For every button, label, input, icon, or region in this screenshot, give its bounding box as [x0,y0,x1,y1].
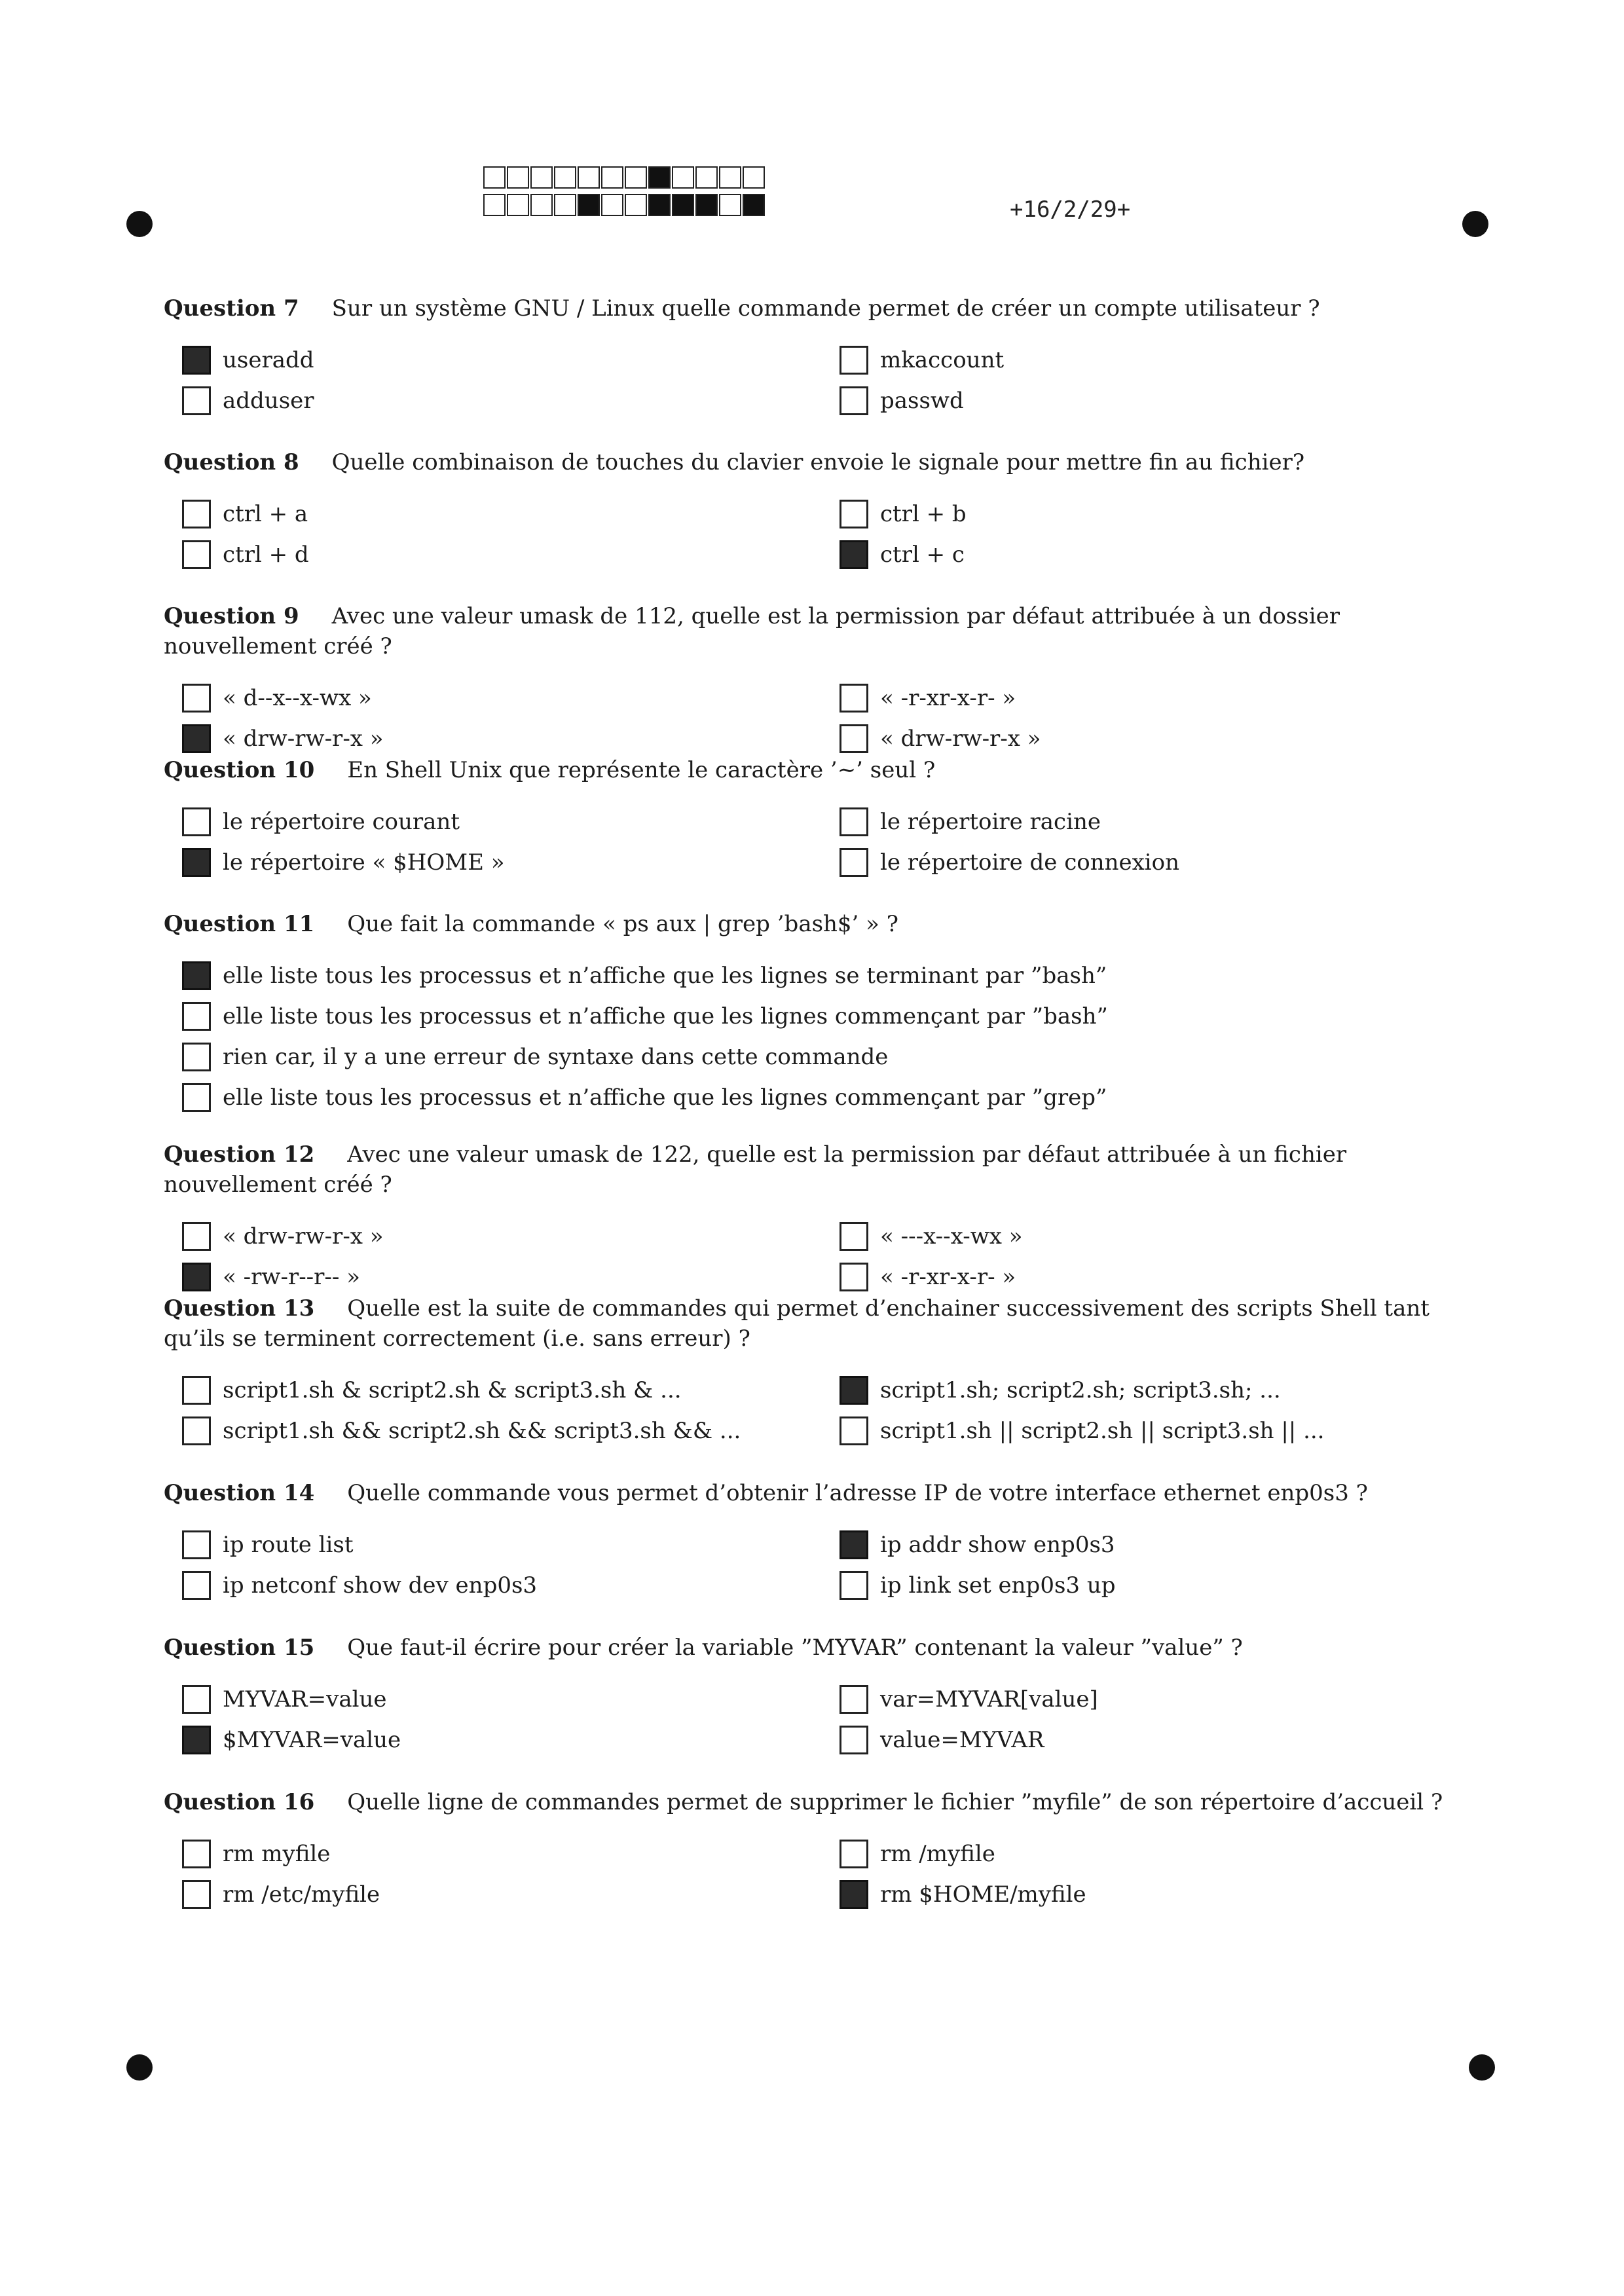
answer-checkbox[interactable] [182,1416,211,1445]
answer-checkbox[interactable] [840,684,868,713]
question-text: En Shell Unix que représente le caractère ’∼’ seul ? [347,757,936,783]
answer-option[interactable] [821,497,1463,531]
answer-options [164,1373,1467,1448]
answer-option[interactable] [164,1682,821,1716]
id-code-cell [625,194,647,216]
question-header [164,1478,1467,1508]
answer-option-label: « drw-rw-r-x » [880,726,1041,752]
question-text: Avec une valeur umask de 122, quelle est la permission par défaut attribuée à un fichier nouvellement créé ? [164,1141,1347,1198]
answer-option[interactable] [821,1878,1463,1912]
question-header [164,293,1467,324]
id-code-cell [672,166,694,189]
answer-option[interactable] [821,538,1463,572]
question-text: Que fait la commande « ps aux | grep ’bash$’ » ? [347,911,899,937]
question-text: Quelle est la suite de commandes qui permet d’enchainer successivement des scripts Shell tant qu’ils se terminent correctement (i.e. sans erreur) ? [164,1295,1430,1352]
id-code-cell [483,166,506,189]
answer-option-label: le répertoire « $HOME » [223,849,505,876]
answer-option-label: script1.sh && script2.sh && script3.sh && ... [223,1418,741,1444]
id-code-cell [554,166,576,189]
id-code-cell [554,194,576,216]
answer-option[interactable] [821,384,1463,418]
answer-checkbox[interactable] [840,1263,868,1291]
answer-option[interactable] [164,1414,821,1448]
answer-checkbox[interactable] [840,1376,868,1405]
answer-checkbox[interactable] [840,1840,868,1868]
answer-option-label: MYVAR=value [223,1686,387,1713]
answer-checkbox[interactable] [840,1530,868,1559]
id-code-cell [648,194,671,216]
id-code-row [483,166,766,190]
answer-option[interactable] [164,1373,821,1407]
answer-checkbox[interactable] [182,807,211,836]
answer-checkbox[interactable] [182,1880,211,1909]
answer-checkbox[interactable] [182,724,211,753]
question-text: Que faut-il écrire pour créer la variable ”MYVAR” contenant la valeur ”value” ? [347,1635,1243,1661]
answer-options [164,959,1467,1115]
answer-option-label: le répertoire racine [880,809,1101,835]
answer-options [164,497,1467,572]
answer-checkbox[interactable] [182,346,211,375]
answer-checkbox[interactable] [182,848,211,877]
answer-option[interactable] [821,343,1463,377]
answer-options [164,1682,1467,1757]
answer-option[interactable] [164,845,821,880]
id-code-cell [578,194,600,216]
answer-option-label: script1.sh & script2.sh & script3.sh & ... [223,1377,682,1403]
answer-option[interactable] [821,1528,1463,1562]
answer-option-label: ip route list [223,1532,354,1558]
answer-option[interactable] [164,1528,821,1562]
answer-option-label: value=MYVAR [880,1727,1044,1753]
question-header [164,755,1467,785]
question-label: Question 11 [164,911,315,937]
question-label: Question 15 [164,1635,315,1661]
answer-option-label: script1.sh; script2.sh; script3.sh; ... [880,1377,1281,1403]
answer-option[interactable] [164,1837,821,1871]
answer-option[interactable] [164,1260,821,1294]
answer-option[interactable] [164,1040,1467,1074]
id-code-cell [743,194,765,216]
answer-option[interactable] [164,384,821,418]
answer-checkbox[interactable] [182,1376,211,1405]
answer-options [164,805,1467,880]
answer-option-label: « -r-xr-x-r- » [880,1264,1016,1290]
answer-option[interactable] [821,1260,1463,1294]
answer-option[interactable] [164,722,821,756]
question-14 [164,1478,1467,1602]
question-15 [164,1633,1467,1757]
question-7 [164,293,1467,418]
answer-options [164,1219,1467,1294]
answer-option-label: script1.sh || script2.sh || script3.sh || ... [880,1418,1325,1444]
answer-checkbox[interactable] [182,1263,211,1291]
question-12 [164,1139,1467,1294]
answer-option[interactable] [164,497,821,531]
answer-option-label: var=MYVAR[value] [880,1686,1098,1713]
question-label: Question 13 [164,1295,315,1322]
registration-dot-bottom-right [1469,2054,1495,2081]
question-header [164,1139,1467,1200]
answer-option-label: adduser [223,388,314,414]
answer-option[interactable] [821,681,1463,715]
question-header [164,1293,1467,1354]
question-header [164,447,1467,477]
answer-checkbox[interactable] [840,848,868,877]
answer-option-label: ctrl + d [223,542,309,568]
answer-checkbox[interactable] [840,1416,868,1445]
answer-option-label: ctrl + b [880,501,967,527]
id-code-cell [695,166,718,189]
id-code-cell [507,166,529,189]
registration-dot-bottom-left [126,2054,153,2081]
answer-checkbox[interactable] [182,1530,211,1559]
page-id-label: +16/2/29+ [1010,196,1131,223]
answer-checkbox[interactable] [182,1685,211,1714]
answer-option-label: ctrl + a [223,501,308,527]
answer-checkbox[interactable] [182,386,211,415]
answer-checkbox[interactable] [182,1043,211,1071]
question-text: Quelle commande vous permet d’obtenir l’adresse IP de votre interface ethernet enp0s3 ? [347,1480,1368,1506]
answer-option[interactable] [164,1219,821,1253]
id-code-cell [648,166,671,189]
answer-option[interactable] [821,1682,1463,1716]
answer-checkbox[interactable] [182,500,211,528]
answer-option[interactable] [164,681,821,715]
answer-checkbox[interactable] [182,1083,211,1112]
question-text: Quelle combinaison de touches du clavier envoie le signale pour mettre fin au fichier? [331,449,1305,475]
question-label: Question 9 [164,603,299,629]
question-8 [164,447,1467,572]
id-code-cell [672,194,694,216]
question-label: Question 10 [164,757,315,783]
question-label: Question 16 [164,1789,315,1815]
answer-option[interactable] [821,722,1463,756]
answer-option-label: rm $HOME/myfile [880,1881,1086,1908]
question-16 [164,1787,1467,1912]
answer-checkbox[interactable] [182,1571,211,1600]
question-label: Question 12 [164,1141,315,1168]
answer-option[interactable] [821,845,1463,880]
question-11 [164,909,1467,1115]
answer-option-label: « -r-xr-x-r- » [880,685,1016,711]
answer-checkbox[interactable] [840,1222,868,1251]
answer-option[interactable] [821,805,1463,839]
id-code-cell [625,166,647,189]
answer-option[interactable] [821,1837,1463,1871]
answer-checkbox[interactable] [840,1726,868,1754]
answer-options [164,1528,1467,1602]
question-13 [164,1293,1467,1448]
answer-checkbox[interactable] [840,807,868,836]
answer-option[interactable] [821,1219,1463,1253]
answer-option[interactable] [164,1878,821,1912]
answer-option-label: « ---x--x-wx » [880,1223,1023,1250]
question-header [164,909,1467,939]
answer-checkbox[interactable] [840,540,868,569]
id-code-cell [601,166,623,189]
answer-option-label: ctrl + c [880,542,965,568]
answer-checkbox[interactable] [182,961,211,990]
answer-option[interactable] [821,1723,1463,1757]
answer-option-label: mkaccount [880,347,1005,373]
answer-option-label: $MYVAR=value [223,1727,401,1753]
question-label: Question 8 [164,449,299,475]
answer-checkbox[interactable] [840,1685,868,1714]
id-code-cell [743,166,765,189]
answer-option-label: « -rw-r--r-- » [223,1264,361,1290]
answer-options [164,1837,1467,1912]
question-header [164,601,1467,661]
id-code-cell [601,194,623,216]
answer-checkbox[interactable] [840,1880,868,1909]
answer-checkbox[interactable] [840,724,868,753]
answer-checkbox[interactable] [182,684,211,713]
answer-option[interactable] [821,1414,1463,1448]
answer-option[interactable] [164,1081,1467,1115]
answer-option[interactable] [164,999,1467,1033]
question-label: Question 7 [164,295,299,322]
answer-option-label: rm /etc/myfile [223,1881,380,1908]
id-code-cell [719,194,741,216]
answer-option[interactable] [164,538,821,572]
question-text: Sur un système GNU / Linux quelle commande permet de créer un compte utilisateur ? [331,295,1320,322]
answer-option-label: le répertoire courant [223,809,460,835]
answer-option[interactable] [821,1373,1463,1407]
question-header [164,1787,1467,1817]
question-header [164,1633,1467,1663]
answer-option-label: useradd [223,347,314,373]
question-9 [164,601,1467,756]
id-code-cell [483,194,506,216]
id-code-cell [578,166,600,189]
page-id-code-boxes [483,166,766,221]
answer-option-label: rm myfile [223,1841,331,1867]
id-code-row [483,194,766,217]
answer-option-label: elle liste tous les processus et n’affiche que les lignes commençant par ”grep” [223,1084,1107,1111]
answer-option-label: rm /myfile [880,1841,995,1867]
answer-option-label: ip link set enp0s3 up [880,1572,1116,1599]
answer-option-label: « drw-rw-r-x » [223,1223,384,1250]
answer-option-label: rien car, il y a une erreur de syntaxe dans cette commande [223,1044,889,1070]
answer-checkbox[interactable] [840,386,868,415]
id-code-cell [530,194,553,216]
answer-option[interactable] [821,1568,1463,1602]
answer-option-label: passwd [880,388,964,414]
answer-option[interactable] [164,959,1467,993]
answer-checkbox[interactable] [840,346,868,375]
id-code-cell [507,194,529,216]
answer-checkbox[interactable] [182,1222,211,1251]
answer-checkbox[interactable] [182,1840,211,1868]
registration-dot-top-right [1462,211,1488,237]
answer-option-label: elle liste tous les processus et n’affiche que les lignes se terminant par ”bash” [223,963,1107,989]
answer-option[interactable] [164,805,821,839]
answer-option-label: « drw-rw-r-x » [223,726,384,752]
id-code-cell [530,166,553,189]
question-text: Avec une valeur umask de 112, quelle est la permission par défaut attribuée à un dossier nouvellement créé ? [164,603,1340,659]
answer-option-label: ip netconf show dev enp0s3 [223,1572,538,1599]
answer-checkbox[interactable] [840,1571,868,1600]
id-code-cell [719,166,741,189]
answer-options [164,343,1467,418]
registration-dot-top-left [126,211,153,237]
answer-option[interactable] [164,343,821,377]
answer-option-label: elle liste tous les processus et n’affiche que les lignes commençant par ”bash” [223,1003,1108,1029]
answer-checkbox[interactable] [182,1726,211,1754]
answer-option[interactable] [164,1568,821,1602]
answer-checkbox[interactable] [182,1002,211,1031]
answer-option-label: le répertoire de connexion [880,849,1180,876]
answer-option-label: ip addr show enp0s3 [880,1532,1115,1558]
question-label: Question 14 [164,1480,315,1506]
answer-option-label: « d--x--x-wx » [223,685,372,711]
answer-checkbox[interactable] [840,500,868,528]
question-10 [164,755,1467,880]
answer-checkbox[interactable] [182,540,211,569]
answer-options [164,681,1467,756]
question-text: Quelle ligne de commandes permet de supprimer le fichier ”myfile” de son répertoire d’accueil ? [347,1789,1443,1815]
answer-option[interactable] [164,1723,821,1757]
id-code-cell [695,194,718,216]
